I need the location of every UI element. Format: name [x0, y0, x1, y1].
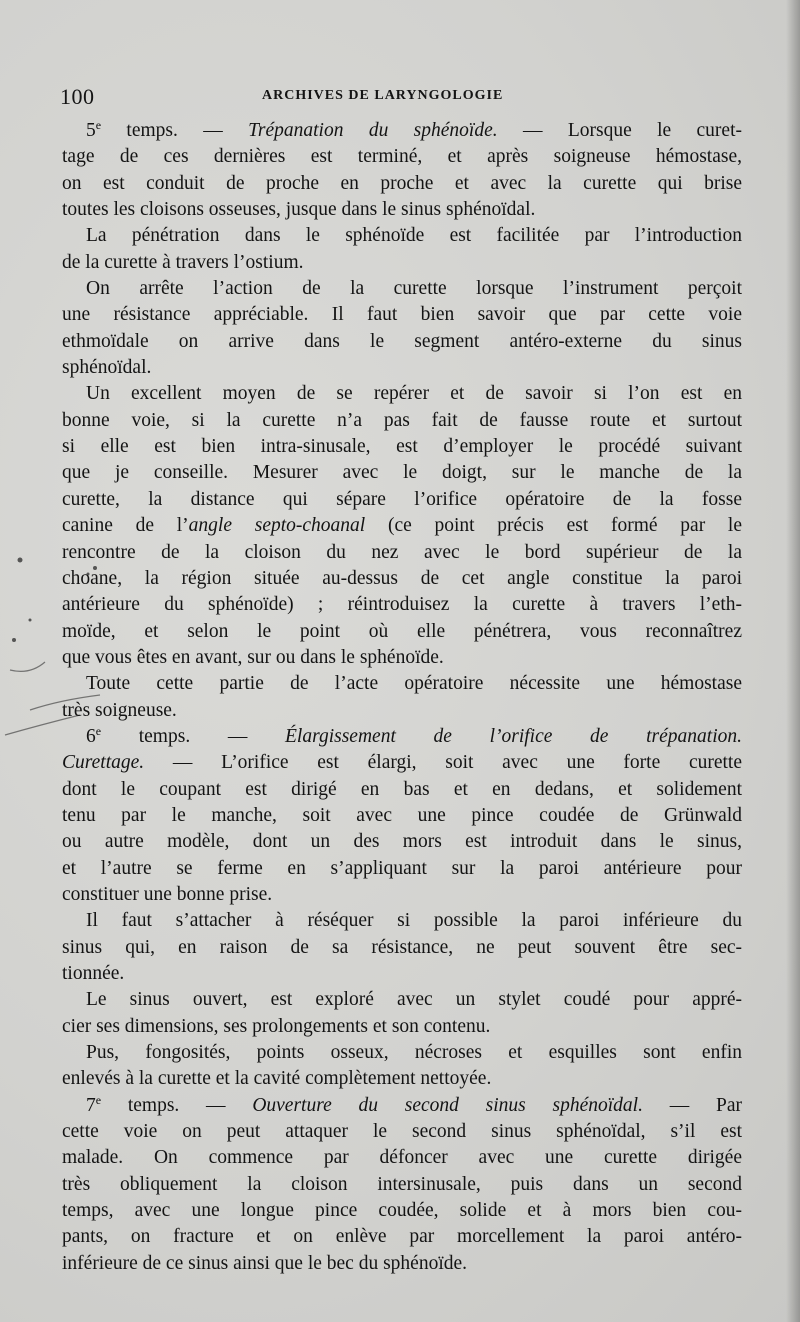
text-segment: rencontre de la cloison du nez avec le bord supérieur de la	[62, 541, 742, 563]
paragraph	[62, 671, 742, 724]
italic-text: Curettage.	[62, 752, 145, 774]
text-line	[62, 381, 742, 407]
text-line	[62, 645, 742, 671]
text-line	[62, 118, 742, 144]
text-line	[62, 1119, 742, 1145]
text-line	[62, 829, 742, 855]
page-gutter-shadow	[786, 0, 800, 1322]
text-segment: sinus qui, en raison de sa résistance, ne peut souvent être sec-	[62, 936, 742, 958]
text-line	[62, 882, 742, 908]
text-line	[62, 487, 742, 513]
paragraph	[62, 381, 742, 671]
text-line	[62, 1040, 742, 1066]
text-line	[62, 355, 742, 381]
text-segment: tionnée.	[62, 963, 125, 984]
text-line	[62, 250, 742, 276]
text-segment: — Par	[642, 1094, 742, 1116]
text-line	[62, 460, 742, 486]
text-line	[62, 329, 742, 355]
text-line	[62, 698, 742, 724]
paragraph	[62, 1093, 742, 1277]
text-segment: canine de l’	[62, 515, 189, 537]
text-line	[62, 276, 742, 302]
text-segment: pants, on fracture et on enlève par morcellement la paroi antéro-	[62, 1226, 742, 1248]
text-line	[62, 144, 742, 170]
italic-text: Ouverture du second sinus sphénoïdal.	[252, 1094, 643, 1116]
text-line	[62, 1066, 742, 1092]
text-line	[62, 750, 742, 776]
text-line	[62, 1172, 742, 1198]
text-segment: ou autre modèle, dont un des mors est introduit dans le sinus,	[62, 831, 742, 853]
superscript-text: e	[95, 118, 102, 132]
text-segment: Pus, fongosités, points osseux, nécroses et esquilles sont enfin	[86, 1042, 742, 1064]
text-segment: et l’autre se ferme en s’appliquant sur la paroi antérieure pour	[62, 857, 742, 879]
text-line	[62, 987, 742, 1013]
text-line	[62, 434, 742, 460]
superscript-text: e	[95, 723, 102, 738]
text-segment: curette, la distance qui sépare l’orifice opératoire de la fosse	[62, 488, 742, 510]
paragraph	[62, 1040, 742, 1093]
text-segment: que je conseille. Mesurer avec le doigt, sur le manche de la	[62, 462, 742, 484]
text-line	[62, 777, 742, 803]
paragraph	[62, 908, 742, 987]
italic-text: Trépanation du sphénoïde.	[248, 120, 498, 141]
italic-text: Élargissement de l’orifice de trépanation.	[285, 725, 742, 747]
paragraph	[62, 223, 742, 276]
text-segment: On arrête l’action de la curette lorsque l’instrument perçoit	[86, 278, 742, 300]
text-line	[62, 856, 742, 882]
text-line	[62, 1014, 742, 1040]
text-line	[62, 671, 742, 697]
text-segment: — L’orifice est élargi, soit avec une forte curette	[144, 752, 742, 774]
text-segment: Toute cette partie de l’acte opératoire nécessite une hémostase	[86, 673, 742, 695]
text-segment: Un excellent moyen de se repérer et de savoir si l’on est en	[86, 383, 742, 405]
text-segment: dont le coupant est dirigé en bas et en dedans, et solidement	[62, 778, 742, 800]
text-line	[62, 197, 742, 223]
text-line	[62, 619, 742, 645]
text-segment: cette voie on peut attaquer le second sinus sphénoïdal, s’il est	[62, 1121, 742, 1143]
text-segment: temps. —	[101, 725, 286, 747]
text-line	[62, 592, 742, 618]
text-segment: cier ses dimensions, ses prolongements et son contenu.	[62, 1015, 491, 1037]
text-segment: que vous êtes en avant, sur ou dans le sphénoïde.	[62, 646, 444, 668]
text-segment: temps. —	[101, 120, 249, 141]
text-segment: 7	[86, 1094, 96, 1116]
text-line	[62, 1251, 742, 1277]
text-line	[62, 1093, 742, 1119]
text-segment: bonne voie, si la curette n’a pas fait de fausse route et surtout	[62, 409, 742, 431]
text-line	[62, 724, 742, 750]
text-segment: moïde, et selon le point où elle pénétrera, vous reconnaîtrez	[62, 620, 742, 642]
text-segment: 6	[86, 725, 96, 747]
text-line	[62, 302, 742, 328]
text-line	[62, 171, 742, 197]
text-segment: ethmoïdale on arrive dans le segment antéro-externe du sinus	[62, 330, 742, 352]
text-segment: antérieure du sphénoïde) ; réintroduisez la curette à travers l’eth-	[62, 594, 742, 616]
text-segment: Il faut s’attacher à réséquer si possible la paroi inférieure du	[86, 910, 742, 932]
paragraph	[62, 118, 742, 223]
text-segment: Le sinus ouvert, est exploré avec un stylet coudé pour appré-	[86, 989, 742, 1011]
text-segment: — Lorsque le curet-	[497, 120, 742, 141]
text-line	[62, 935, 742, 961]
text-segment: (ce point précis est formé par le	[365, 515, 742, 537]
text-segment: inférieure de ce sinus ainsi que le bec du sphénoïde.	[62, 1252, 468, 1274]
text-segment: une résistance appréciable. Il faut bien savoir que par cette voie	[62, 304, 742, 326]
page-number: 100	[60, 84, 95, 109]
text-segment: enlevés à la curette et la cavité complètement nettoyée.	[62, 1068, 492, 1090]
text-line	[62, 223, 742, 249]
text-segment: tenu par le manche, soit avec une pince coudée de Grünwald	[62, 804, 742, 826]
page-header	[60, 84, 760, 112]
paragraph	[62, 987, 742, 1040]
text-line	[62, 1198, 742, 1224]
text-line	[62, 803, 742, 829]
text-segment: malade. On commence par défoncer avec une curette dirigée	[62, 1147, 742, 1169]
text-segment: très soigneuse.	[62, 699, 177, 721]
text-segment: sphénoïdal.	[62, 357, 152, 379]
text-line	[62, 408, 742, 434]
paragraph	[62, 276, 742, 381]
text-segment: très obliquement la cloison intersinusale, puis dans un second	[62, 1173, 742, 1195]
running-title: ARCHIVES DE LARYNGOLOGIE	[262, 88, 504, 103]
text-segment: choane, la région située au-dessus de cet angle constitue la paroi	[62, 567, 742, 589]
text-segment: si elle est bien intra-sinusale, est d’employer le procédé suivant	[62, 436, 742, 458]
text-line	[62, 566, 742, 592]
italic-text: angle septo-choanal	[188, 515, 366, 537]
text-line	[62, 1224, 742, 1250]
text-segment: La pénétration dans le sphénoïde est facilitée par l’introduction	[86, 225, 742, 247]
text-segment: temps, avec une longue pince coudée, solide et à mors bien cou-	[62, 1200, 742, 1222]
text-line	[62, 513, 742, 539]
text-segment: toutes les cloisons osseuses, jusque dans le sinus sphénoïdal.	[62, 199, 536, 221]
text-segment: 5	[86, 120, 96, 141]
text-segment: de la curette à travers l’ostium.	[62, 251, 304, 273]
text-segment: constituer une bonne prise.	[62, 883, 273, 905]
body-text	[62, 118, 742, 1277]
text-segment: on est conduit de proche en proche et avec la curette qui brise	[62, 172, 742, 194]
text-line	[62, 961, 742, 987]
text-line	[62, 540, 742, 566]
text-segment: tage de ces dernières est terminé, et après soigneuse hémostase,	[62, 146, 742, 168]
text-segment: temps. —	[101, 1094, 253, 1116]
superscript-text: e	[95, 1092, 102, 1107]
paragraph	[62, 724, 742, 908]
text-line	[62, 908, 742, 934]
text-line	[62, 1145, 742, 1171]
